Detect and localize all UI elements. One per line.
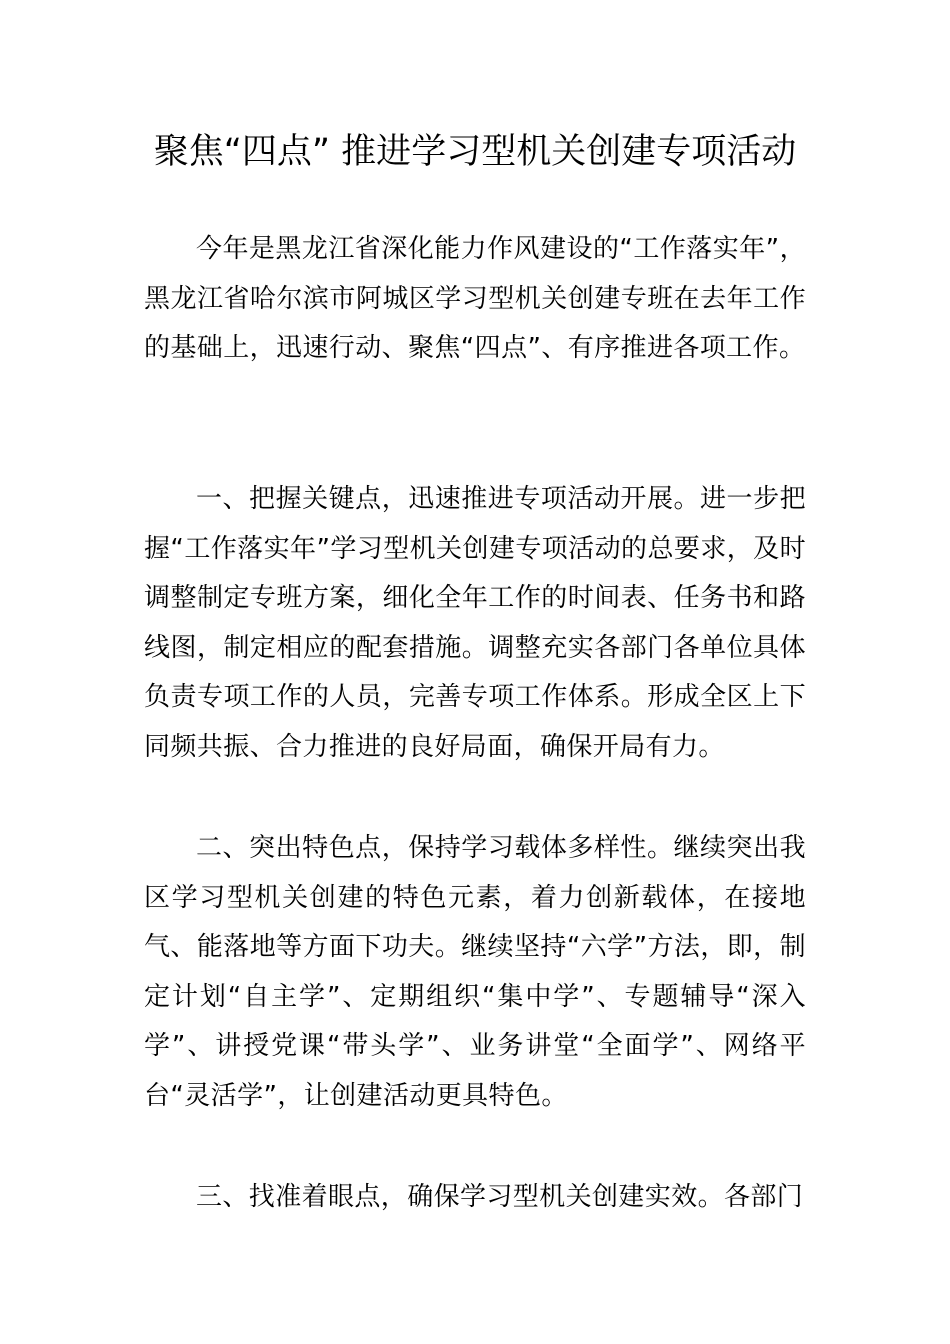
paragraph-section-three: 三、找准着眼点，确保学习型机关创建实效。各部门 [196,1182,804,1212]
document-title: 聚焦“四点” 推进学习型机关创建专项活动 [153,132,797,172]
paragraph-section-two: 二、突出特色点，保持学习载体多样性。继续突出我区学习型机关创建的特色元素，着力创新载体，在接地气、能落地等方面下功夫。继续坚持“六学”方法，即，制定计划“自主学”、定期组织“集中学”、专题辅导“深入学”、讲授党课“带头学”、业务讲堂“全面学”、网络平台“灵活学”，让创建活动更具特色。 [144,833,806,1111]
paragraph-intro: 今年是黑龙江省深化能力作风建设的“工作落实年”，黑龙江省哈尔滨市阿城区学习型机关创建专班在去年工作的基础上，迅速行动、聚焦“四点”、有序推进各项工作。 [144,234,806,364]
paragraph-section-one: 一、把握关键点，迅速推进专项活动开展。进一步把握“工作落实年”学习型机关创建专项活动的总要求，及时调整制定专班方案，细化全年工作的时间表、任务书和路线图，制定相应的配套措施。调整充实各部门各单位具体负责专项工作的人员，完善专项工作体系。形成全区上下同频共振、合力推进的良好局面，确保开局有力。 [144,484,806,762]
